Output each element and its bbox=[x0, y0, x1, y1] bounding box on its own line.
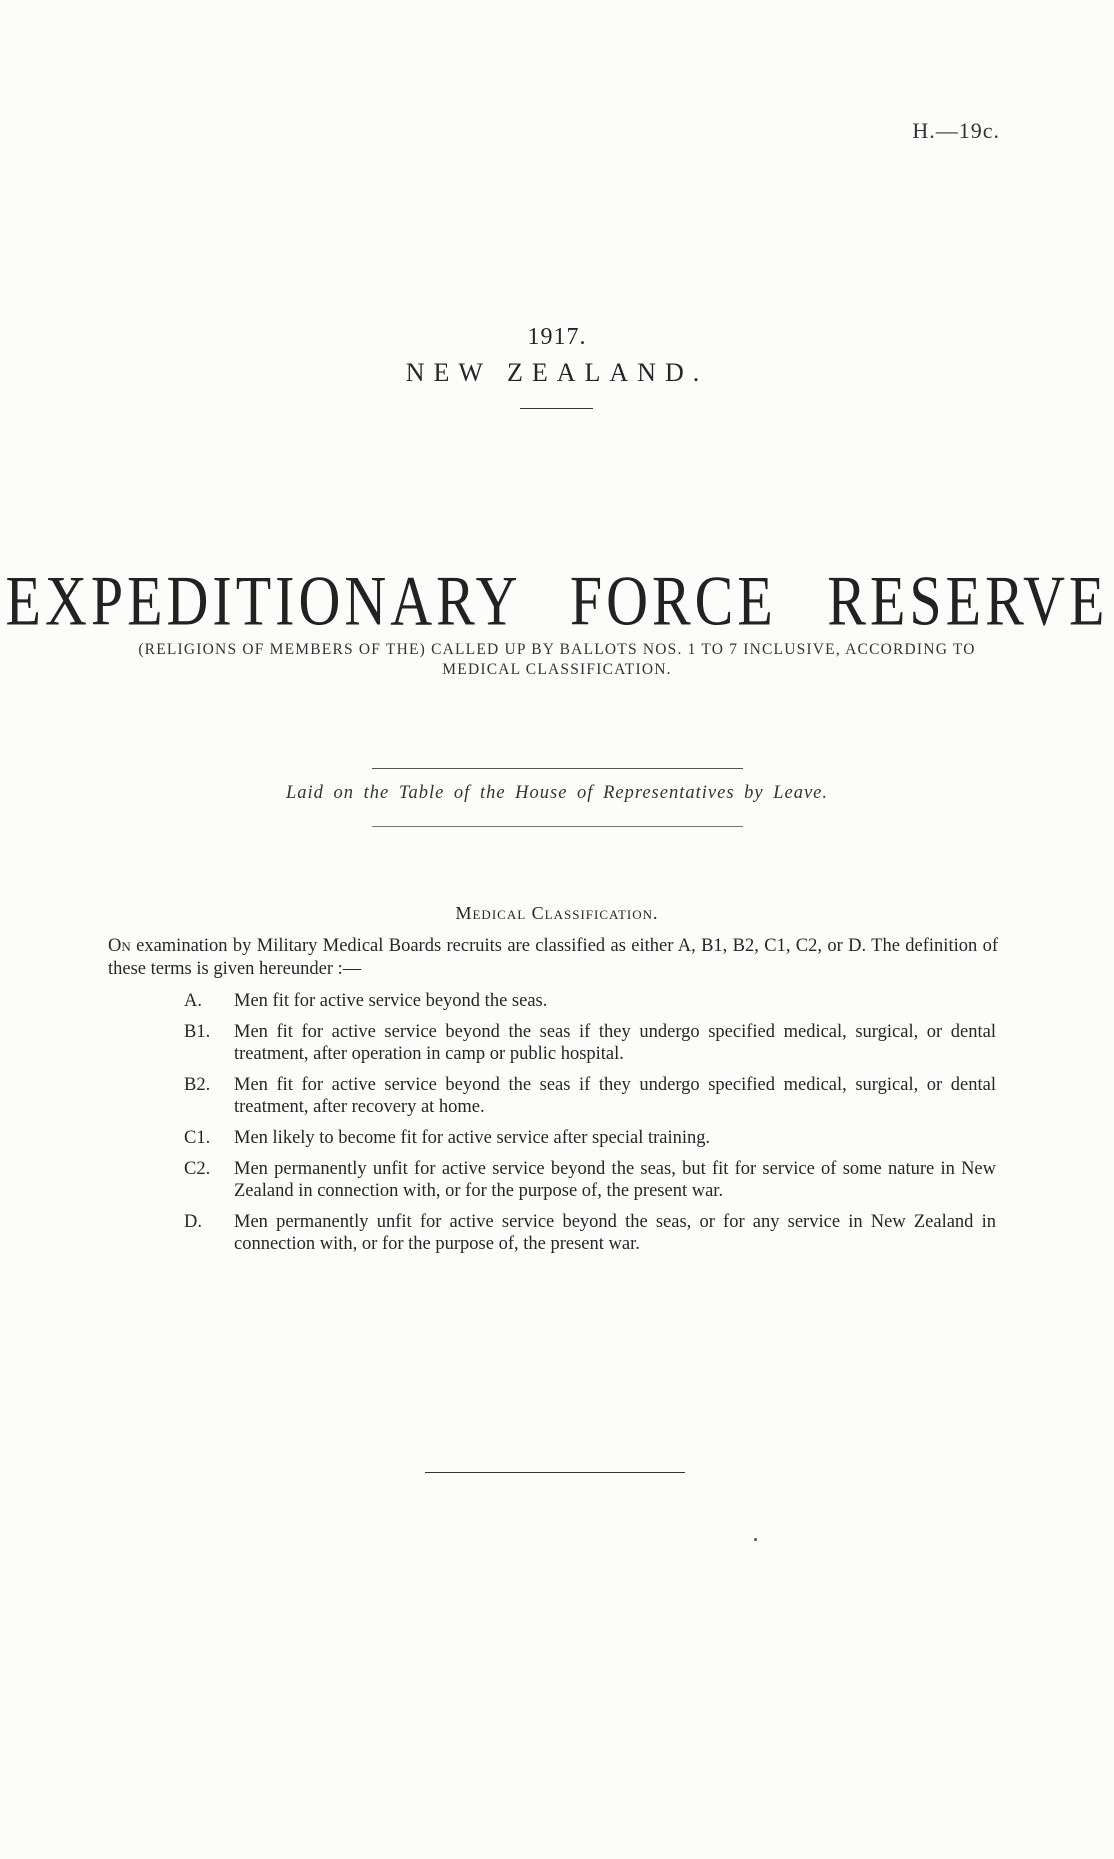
document-country: NEW ZEALAND. bbox=[405, 358, 709, 387]
classification-text: Men permanently unfit for active service beyond the seas, but fit for service of some nature in New Zealand in connection with, or for the purpose of, the present war. bbox=[234, 1159, 996, 1201]
classification-code: B1. bbox=[184, 1022, 211, 1042]
classification-code: C2. bbox=[184, 1159, 211, 1179]
classification-code: A. bbox=[184, 991, 202, 1011]
classification-text: Men likely to become fit for active service after special training. bbox=[234, 1128, 711, 1148]
classification-item-c2 bbox=[184, 1158, 996, 1202]
classification-item-c1 bbox=[184, 1127, 996, 1149]
intro-paragraph bbox=[108, 935, 998, 981]
document-year: 1917. bbox=[527, 324, 587, 350]
classification-item-d bbox=[184, 1211, 996, 1255]
classification-list bbox=[184, 990, 996, 1264]
laid-note: Laid on the Table of the House of Representatives by Leave. bbox=[285, 783, 829, 803]
divider-laid-bottom bbox=[372, 826, 743, 827]
classification-item-b2 bbox=[184, 1074, 996, 1118]
classification-item-b1 bbox=[184, 1021, 996, 1065]
classification-text: Men fit for active service beyond the seas. bbox=[234, 991, 548, 1011]
intro-first-word: On bbox=[108, 936, 131, 956]
page-subtitle: (RELIGIONS OF MEMBERS OF THE) CALLED UP BY BALLOTS NOS. 1 TO 7 INCLUSIVE, ACCORDING TO MEDICAL CLASSIFICATION. bbox=[138, 641, 976, 678]
classification-text: Men permanently unfit for active service beyond the seas, or for any service in New Zealand in connection with, or for the purpose of, the present war. bbox=[234, 1212, 996, 1254]
divider-bottom bbox=[425, 1472, 685, 1473]
divider-top bbox=[520, 408, 593, 409]
classification-code: B2. bbox=[184, 1075, 211, 1095]
classification-item-a bbox=[184, 990, 996, 1012]
intro-text: examination by Military Medical Boards recruits are classified as either A, B1, B2, C1, C2, or D. The definition of these terms is given hereunder :— bbox=[108, 936, 998, 979]
document-reference: H.—19c. bbox=[912, 118, 1000, 143]
page-speck bbox=[754, 1538, 757, 1541]
classification-text: Men fit for active service beyond the seas if they undergo specified medical, surgical, or dental treatment, after operation in camp or public hospital. bbox=[234, 1022, 996, 1064]
page-title: EXPEDITIONARY FORCE RESERVE bbox=[5, 561, 1109, 641]
divider-laid-top bbox=[372, 768, 743, 769]
classification-code: C1. bbox=[184, 1128, 211, 1148]
classification-text: Men fit for active service beyond the seas if they undergo specified medical, surgical, or dental treatment, after recovery at home. bbox=[234, 1075, 996, 1117]
classification-code: D. bbox=[184, 1212, 202, 1232]
section-heading: Medical Classification. bbox=[455, 903, 659, 923]
